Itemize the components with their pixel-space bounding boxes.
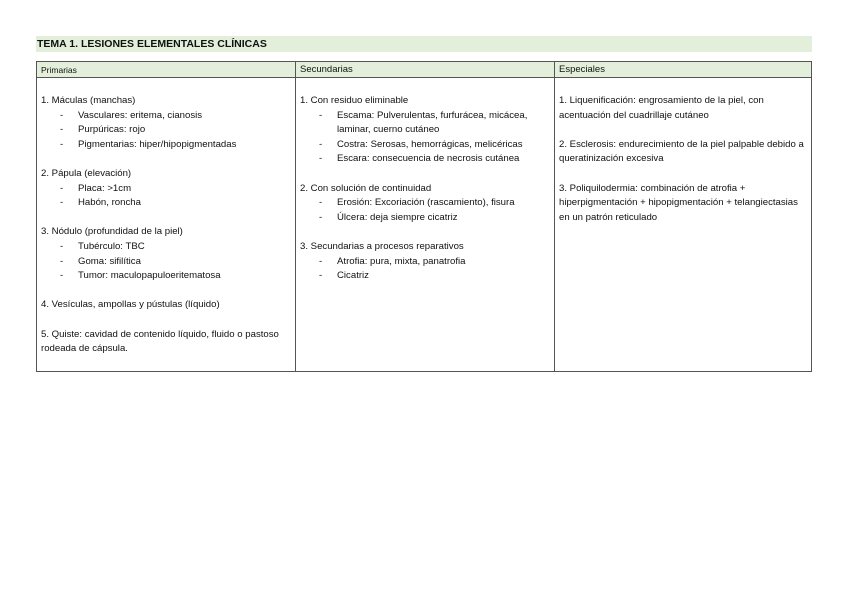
list-item: - Escara: consecuencia de necrosis cutánea bbox=[300, 152, 550, 167]
list-item: - Goma: sifilítica bbox=[41, 255, 291, 270]
lesion-group bbox=[41, 298, 291, 313]
list-item: - Atrofia: pura, mixta, panatrofia bbox=[300, 255, 550, 270]
list-item: - Tumor: maculopapuloeritematosa bbox=[41, 269, 291, 284]
column-body bbox=[555, 78, 811, 225]
list-item: - Cicatriz bbox=[300, 269, 550, 284]
list-item: - Placa: >1cm bbox=[41, 182, 291, 197]
column-especiales bbox=[554, 62, 811, 371]
lesion-group bbox=[41, 225, 291, 283]
column-header: Primarias bbox=[37, 62, 295, 78]
list-item: - Purpúricas: rojo bbox=[41, 123, 291, 138]
sub-list bbox=[300, 196, 550, 225]
list-item: - Habón, roncha bbox=[41, 196, 291, 211]
group-heading: 2. Esclerosis: endurecimiento de la piel palpable debido a queratinización excesiva bbox=[559, 138, 804, 165]
column-primarias bbox=[37, 62, 295, 371]
lesion-group bbox=[300, 240, 550, 284]
column-header: Secundarias bbox=[296, 62, 554, 78]
lesion-group bbox=[559, 94, 807, 123]
column-body bbox=[296, 78, 554, 284]
sub-list bbox=[41, 182, 291, 211]
sub-list bbox=[41, 109, 291, 153]
group-heading: 3. Nódulo (profundidad de la piel) bbox=[41, 226, 183, 238]
list-item: - Pigmentarias: hiper/hipopigmentadas bbox=[41, 138, 291, 153]
lesion-group bbox=[41, 94, 291, 152]
group-heading: 1. Con residuo eliminable bbox=[300, 95, 409, 106]
group-heading: 4. Vesículas, ampollas y pústulas (líquido) bbox=[41, 299, 220, 311]
sub-list bbox=[41, 240, 291, 284]
list-item: - Úlcera: deja siempre cicatriz bbox=[300, 211, 550, 226]
group-heading: 3. Poliquilodermia: combinación de atrofia + hiperpigmentación + hipopigmentación + telangiectasias en un patrón reticulado bbox=[559, 182, 798, 223]
list-item: - Tubérculo: TBC bbox=[41, 240, 291, 255]
lesion-group bbox=[300, 94, 550, 167]
lesion-group bbox=[559, 138, 807, 167]
column-body bbox=[37, 78, 295, 357]
lesion-group bbox=[559, 182, 807, 226]
column-secundarias bbox=[295, 62, 554, 371]
lesion-group bbox=[300, 182, 550, 226]
list-item: - Erosión: Excoriación (rascamiento), fisura bbox=[300, 196, 550, 211]
sub-list bbox=[300, 109, 550, 167]
group-heading: 3. Secundarias a procesos reparativos bbox=[300, 240, 464, 252]
lesions-table bbox=[36, 61, 812, 372]
sub-list bbox=[300, 255, 550, 284]
group-heading: 5. Quiste: cavidad de contenido líquido, fluido o pastoso rodeada de cápsula. bbox=[41, 328, 279, 355]
group-heading: 2. Pápula (elevación) bbox=[41, 167, 132, 179]
page-title: TEMA 1. LESIONES ELEMENTALES CLÍNICAS bbox=[36, 36, 812, 52]
group-heading: 1. Liquenificación: engrosamiento de la piel, con acentuación del cuadrillaje cutáneo bbox=[559, 95, 764, 121]
column-header: Especiales bbox=[555, 62, 811, 78]
list-item: - Vasculares: eritema, cianosis bbox=[41, 109, 291, 124]
group-heading: 1. Máculas (manchas) bbox=[41, 95, 136, 106]
lesion-group bbox=[41, 167, 291, 211]
lesion-group bbox=[41, 328, 291, 357]
list-item: - Escama: Pulverulentas, furfurácea, micácea, laminar, cuerno cutáneo bbox=[300, 109, 550, 138]
group-heading: 2. Con solución de continuidad bbox=[300, 182, 432, 194]
list-item: - Costra: Serosas, hemorrágicas, melicéricas bbox=[300, 138, 550, 153]
